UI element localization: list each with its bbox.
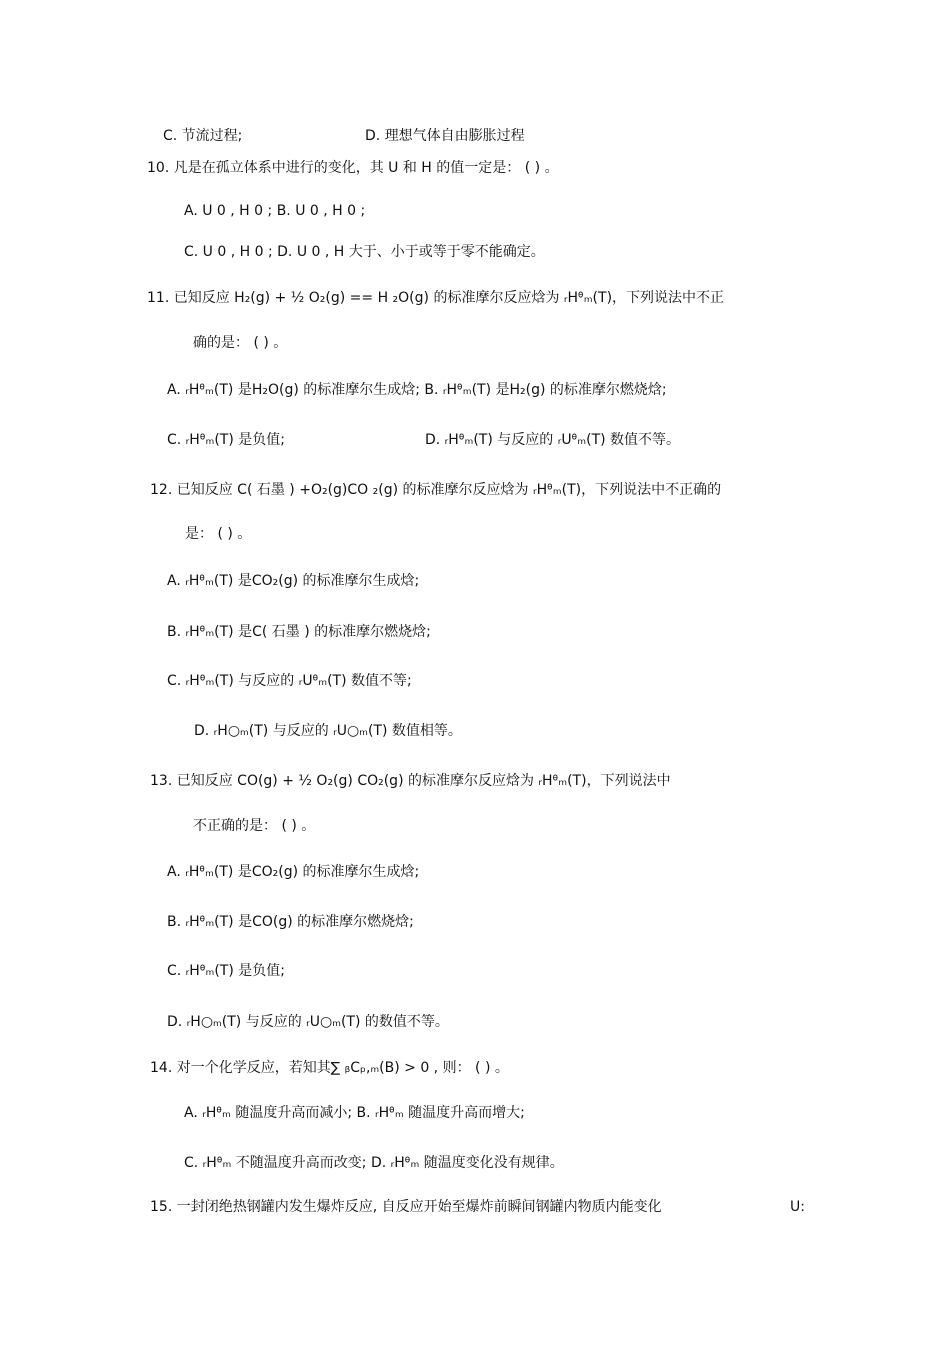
q12-option-b: B. ᵣHᶿₘ(T) 是C( 石墨 ) 的标准摩尔燃烧焓; xyxy=(167,624,431,640)
q14-options-ab: A. ᵣHᶿₘ 随温度升高而减小; B. ᵣHᶿₘ 随温度升高而增大; xyxy=(184,1105,525,1121)
q13-stem: 13. 已知反应 CO(g) + ½ O₂(g) CO₂(g) 的标准摩尔反应焓为 ᵣHᶿₘ(T)，下列说法中 xyxy=(150,773,671,789)
q13-stem-cont: 不正确的是： ( ) 。 xyxy=(193,818,316,834)
q12-stem-cont: 是： ( ) 。 xyxy=(185,526,252,542)
q11-options-ab: A. ᵣHᶿₘ(T) 是H₂O(g) 的标准摩尔生成焓; B. ᵣHᶿₘ(T) 是H₂(g) 的标准摩尔燃烧焓; xyxy=(167,382,667,398)
q12-stem: 12. 已知反应 C( 石墨 ) +O₂(g)CO ₂(g) 的标准摩尔反应焓为 ᵣHᶿₘ(T)，下列说法中不正确的 xyxy=(150,482,722,498)
q13-option-a: A. ᵣHᶿₘ(T) 是CO₂(g) 的标准摩尔生成焓; xyxy=(167,864,420,880)
q10-stem: 10. 凡是在孤立体系中进行的变化，其 U 和 H 的值一定是： ( ) 。 xyxy=(147,160,559,176)
q10-options-cd: C. U 0 , H 0 ; D. U 0 , H 大于、小于或等于零不能确定。 xyxy=(184,244,545,260)
q15-stem-end: U: xyxy=(790,1199,805,1215)
q13-option-d: D. ᵣH○ₘ(T) 与反应的 ᵣU○ₘ(T) 的数值不等。 xyxy=(167,1014,449,1030)
q12-option-c: C. ᵣHᶿₘ(T) 与反应的 ᵣUᶿₘ(T) 数值不等; xyxy=(167,673,412,689)
q14-options-cd: C. ᵣHᶿₘ 不随温度升高而改变; D. ᵣHᶿₘ 随温度变化没有规律。 xyxy=(184,1155,564,1171)
q11-option-d: D. ᵣHᶿₘ(T) 与反应的 ᵣUᶿₘ(T) 数值不等。 xyxy=(425,432,681,448)
q11-option-c: C. ᵣHᶿₘ(T) 是负值; xyxy=(167,432,285,448)
q13-option-c: C. ᵣHᶿₘ(T) 是负值; xyxy=(167,963,285,979)
q10-options-ab: A. U 0 , H 0 ; B. U 0 , H 0 ; xyxy=(184,203,366,219)
q12-option-d: D. ᵣH○ₘ(T) 与反应的 ᵣU○ₘ(T) 数值相等。 xyxy=(194,723,462,739)
q13-option-b: B. ᵣHᶿₘ(T) 是CO(g) 的标准摩尔燃烧焓; xyxy=(167,914,414,930)
q9-option-d: D. 理想气体自由膨胀过程 xyxy=(365,128,525,144)
q11-stem-cont: 确的是： ( ) 。 xyxy=(193,335,288,351)
q12-option-a: A. ᵣHᶿₘ(T) 是CO₂(g) 的标准摩尔生成焓; xyxy=(167,573,420,589)
q15-stem: 15. 一封闭绝热钢罐内发生爆炸反应, 自反应开始至爆炸前瞬间钢罐内物质内能变化 xyxy=(150,1199,662,1215)
q9-option-c: C. 节流过程; xyxy=(163,128,243,144)
q14-stem: 14. 对一个化学反应，若知其∑ ᵦCₚ,ₘ(B) > 0 , 则： ( ) 。 xyxy=(150,1060,509,1076)
q11-stem: 11. 已知反应 H₂(g) + ½ O₂(g) == H ₂O(g) 的标准摩尔反应焓为 ᵣHᶿₘ(T)，下列说法中不正 xyxy=(147,290,725,306)
